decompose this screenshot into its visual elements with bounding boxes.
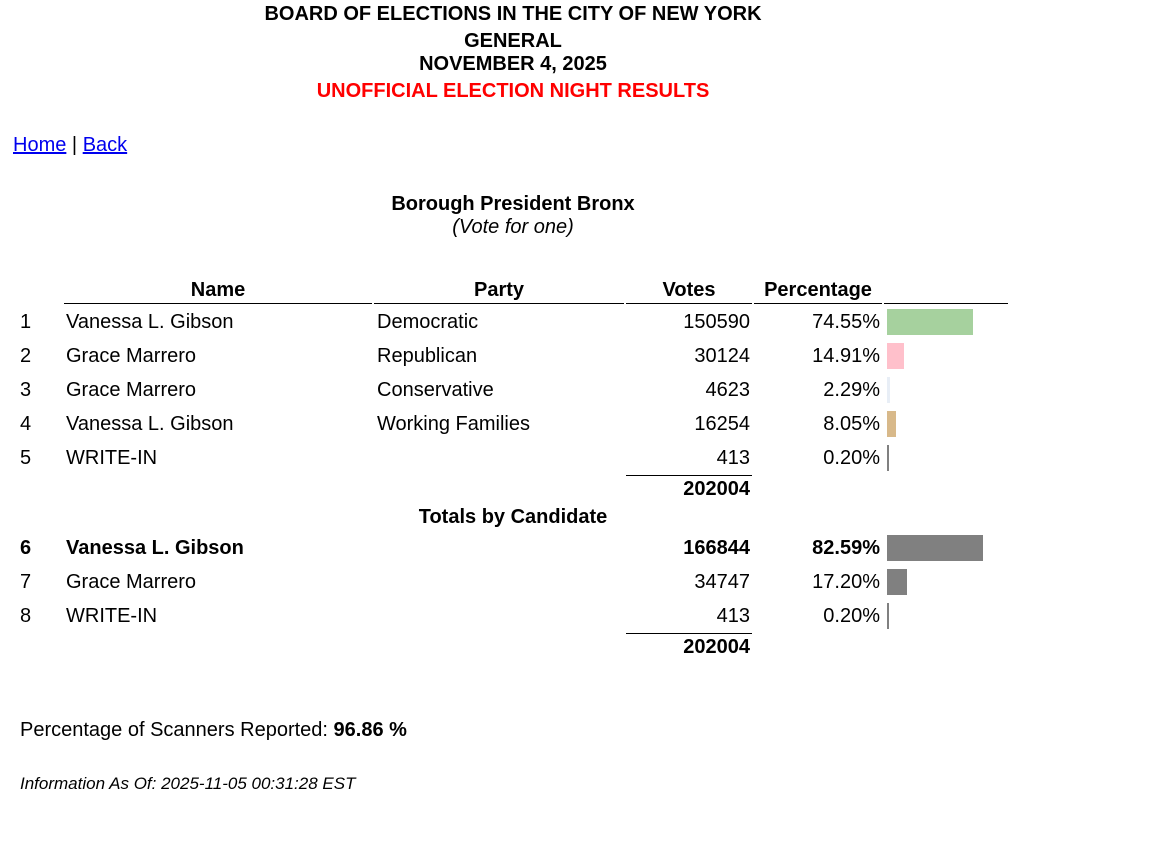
total-votes-2: 202004: [683, 636, 750, 658]
vote-percentage: 0.20%: [823, 447, 880, 469]
percentage-bar: [887, 445, 889, 471]
header-underline-name: [64, 303, 372, 304]
header-board-title: BOARD OF ELECTIONS IN THE CITY OF NEW YORK: [264, 3, 762, 25]
vote-percentage: 0.20%: [823, 605, 880, 627]
row-number: 6: [20, 537, 32, 559]
header-underline-votes: [626, 303, 752, 304]
percentage-bar: [887, 535, 983, 561]
percentage-bar: [887, 343, 904, 369]
row-number: 2: [20, 345, 32, 367]
percentage-bar: [887, 377, 890, 403]
nav-separator: |: [71, 134, 78, 156]
vote-percentage: 17.20%: [812, 571, 880, 593]
contest-title: Borough President Bronx: [391, 193, 635, 215]
percentage-bar: [887, 603, 889, 629]
scanners-label: Percentage of Scanners Reported:: [20, 719, 328, 741]
candidate-name: Grace Marrero: [66, 379, 197, 401]
vote-percentage: 14.91%: [812, 345, 880, 367]
header-election-date: NOVEMBER 4, 2025: [419, 53, 607, 75]
header-unofficial-results: UNOFFICIAL ELECTION NIGHT RESULTS: [316, 80, 710, 102]
candidate-name: Vanessa L. Gibson: [66, 311, 234, 333]
back-link[interactable]: Back: [82, 134, 128, 156]
total-line-1: [626, 475, 752, 476]
candidate-name: Grace Marrero: [66, 345, 197, 367]
vote-percentage: 82.59%: [812, 537, 880, 559]
percentage-bar: [887, 309, 973, 335]
vote-count: 4623: [705, 379, 750, 401]
nav-links: [13, 134, 127, 157]
column-header-votes: Votes: [662, 279, 716, 301]
vote-count: 413: [716, 605, 750, 627]
party-name: Republican: [377, 345, 478, 367]
vote-count: 150590: [683, 311, 750, 333]
vote-count: 16254: [694, 413, 750, 435]
row-number: 1: [20, 311, 32, 333]
row-number: 8: [20, 605, 32, 627]
header-underline-bar: [884, 303, 1008, 304]
percentage-bar: [887, 411, 896, 437]
total-votes-1: 202004: [683, 478, 750, 500]
row-number: 5: [20, 447, 32, 469]
vote-count: 166844: [683, 537, 750, 559]
party-name: Democratic: [377, 311, 479, 333]
candidate-name: WRITE-IN: [66, 447, 158, 469]
row-number: 4: [20, 413, 32, 435]
column-header-percentage: Percentage: [764, 279, 872, 301]
row-number: 3: [20, 379, 32, 401]
header-election-type: GENERAL: [464, 30, 562, 52]
vote-percentage: 8.05%: [823, 413, 880, 435]
party-name: Conservative: [377, 379, 494, 401]
scanners-value: 96.86 %: [333, 719, 407, 741]
party-name: Working Families: [377, 413, 530, 435]
totals-by-candidate-title: Totals by Candidate: [418, 506, 608, 528]
vote-count: 413: [716, 447, 750, 469]
vote-count: 30124: [694, 345, 750, 367]
candidate-name: WRITE-IN: [66, 605, 158, 627]
candidate-name: Vanessa L. Gibson: [66, 537, 244, 559]
scanners-reported: [20, 719, 407, 742]
home-link[interactable]: Home: [13, 134, 67, 156]
vote-percentage: 74.55%: [812, 311, 880, 333]
column-header-party: Party: [473, 279, 525, 301]
column-header-name: Name: [190, 279, 246, 301]
total-line-2: [626, 633, 752, 634]
vote-percentage: 2.29%: [823, 379, 880, 401]
vote-count: 34747: [694, 571, 750, 593]
candidate-name: Vanessa L. Gibson: [66, 413, 234, 435]
header-underline-party: [374, 303, 624, 304]
contest-subtitle: (Vote for one): [452, 216, 574, 238]
candidate-name: Grace Marrero: [66, 571, 197, 593]
row-number: 7: [20, 571, 32, 593]
header-underline-percentage: [754, 303, 882, 304]
information-as-of: Information As Of: 2025-11-05 00:31:28 EST: [20, 774, 356, 793]
percentage-bar: [887, 569, 907, 595]
